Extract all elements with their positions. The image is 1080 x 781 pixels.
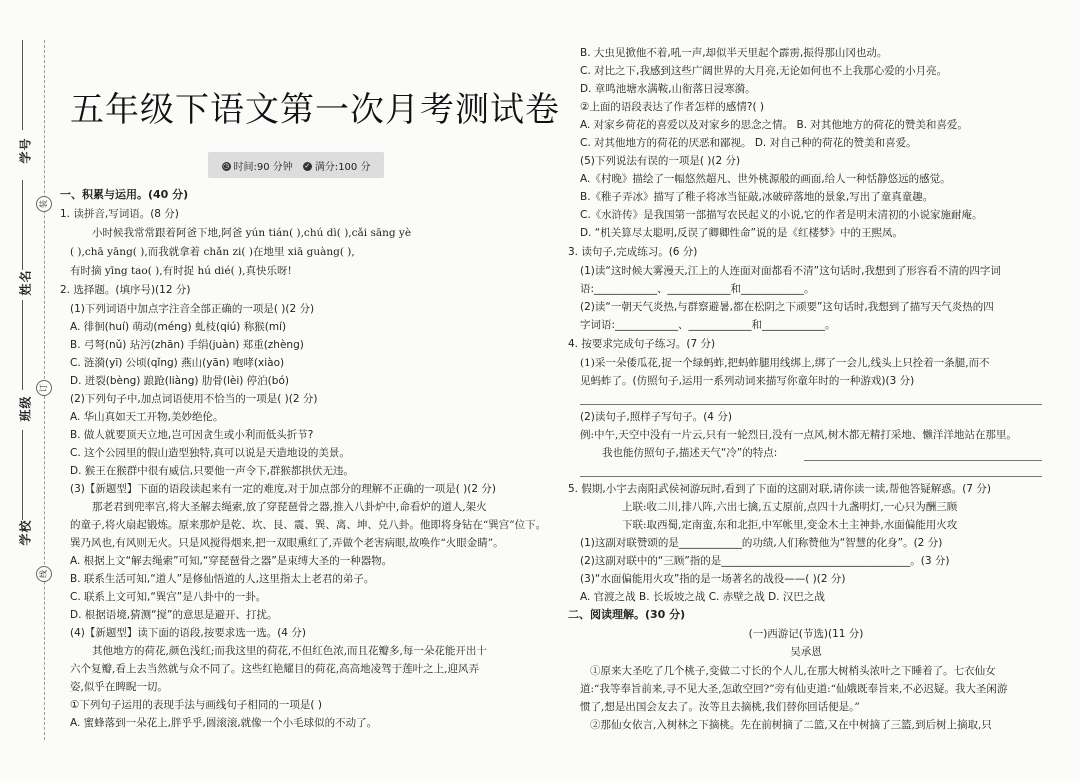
question-4-1-line-2: 见蚂蚱了。(仿照句子,运用一系列动词来描写你童年时的一种游戏)(3 分) — [580, 375, 915, 387]
margin-label-school: 学校 — [18, 519, 33, 546]
passage-3-line-3: 巽乃风也,有风则无火。只是风搅得烟来,把一双眼熏红了,弄做个老害病眼,故唤作“火眼金睛”。 — [70, 537, 504, 549]
exam-info-bar — [208, 152, 384, 178]
question-2-5-option-c: C.《水浒传》是我国第一部描写农民起义的小说,它的作者是明末清初的小说家施耐庵。 — [580, 209, 983, 221]
question-4-2-prompt: 我也能仿照句子,描述天气“冷”的特点: — [602, 447, 778, 459]
question-2-5-option-a: A.《村晚》描绘了一幅悠然超凡、世外桃源般的画面,给人一种恬静悠远的感觉。 — [580, 173, 951, 185]
binding-margin — [0, 0, 48, 781]
question-2-1-option-b: B. 弓弩(nǔ) 玷污(zhān) 手绢(juàn) 郑重(zhèng) — [70, 339, 304, 351]
question-4-1-line-1: (1)采一朵倭瓜花,捉一个绿蚂蚱,把蚂蚱腿用线绑上,绑了一会儿,线头上只拴着一条腿,而不 — [580, 357, 990, 369]
question-1-line-2: ( ),chā yāng( ),而我就拿着 chǎn zi( )在地里 xiā guàng( ), — [70, 246, 355, 258]
reading-1-title: (一)西游记(节选)(11 分) — [748, 628, 864, 640]
time-value: 90 分钟 — [256, 161, 293, 173]
passage-3-line-1: 那老君到兜率宫,将大圣解去绳索,放了穿琵琶骨之器,推入八卦炉中,命看炉的道人,架火 — [92, 501, 487, 513]
passage-4-line-1: 其他地方的荷花,颜色浅红;而我这里的荷花,不但红色浓,而且花瓣多,每一朵花能开出十 — [92, 645, 487, 657]
question-2-5-option-b: B.《稚子弄冰》描写了稚子将冰当钲敲,冰破碎落地的景象,写出了童真童趣。 — [580, 191, 934, 203]
couplet-lower: 下联:取西蜀,定南蛮,东和北拒,中军帐里,变金木土主神卦,水面偏能用火攻 — [622, 519, 958, 531]
margin-label-name: 姓名 — [18, 269, 33, 296]
question-2-4-stem: (4)【新题型】读下面的语段,按要求选一选。(4 分) — [70, 627, 306, 639]
question-2-3-option-d: D. 根据语境,猜测“搅”的意思是避开、打扰。 — [70, 609, 278, 621]
score-label: 满分: — [314, 161, 339, 173]
score-value: 100 分 — [338, 161, 371, 173]
right-option-b: B. 大虫见掀他不着,吼一声,却似半天里起个霹雳,振得那山冈也动。 — [580, 47, 888, 59]
question-2-3-stem: (3)【新题型】下面的语段读起来有一定的难度,对于加点部分的理解不正确的一项是( )(2 分) — [70, 483, 496, 495]
question-4-2-example: 例:中午,天空中没有一片云,只有一轮烈日,没有一点风,树木都无精打采地、懒洋洋地站在那里。 — [580, 429, 1017, 441]
reading-1-para-1-line-2: 道:“我等奉旨前来,寻不见大圣,怎敢空回?”旁有仙吏道:“仙娥既奉旨来,不必迟疑。我大圣闲游 — [580, 683, 1008, 695]
clock-icon: ◷ — [222, 162, 230, 170]
question-5-3-options: A. 官渡之战 B. 长坂坡之战 C. 赤壁之战 D. 汉巴之战 — [580, 591, 825, 603]
couplet-upper: 上联:收二川,排八阵,六出七擒,五丈原前,点四十九盏明灯,一心只为酬三顾 — [622, 501, 958, 513]
question-2-4-sub-1-option-a: A. 蜜蜂落到一朵花上,胖乎乎,圆滚滚,就像一个小毛球似的不动了。 — [70, 717, 378, 729]
question-2-5-stem: (5)下列说法有误的一项是( )(2 分) — [580, 155, 741, 167]
question-5-3: (3)“水面偏能用火攻”指的是一场著名的战役——( )(2 分) — [580, 573, 846, 585]
question-2-1-option-c: C. 涟漪(yī) 公顷(qǐng) 燕山(yān) 咆哮(xiào) — [70, 357, 285, 369]
question-2-3-option-c: C. 联系上文可知,“巽宫”是八卦中的一卦。 — [70, 591, 267, 603]
question-3-2-line-2: 字词语:____________、____________和____________。 — [580, 319, 836, 331]
question-5-1: (1)这副对联赞颂的是____________的功绩,人们称赞他为“智慧的化身”。(2 分) — [580, 537, 943, 549]
question-2-4-sub-2-options-cd: C. 对其他地方的荷花的厌恶和鄙视。 D. 对自己种的荷花的赞美和喜爱。 — [580, 137, 917, 149]
question-2-2-option-a: A. 华山真如天工开物,美妙绝伦。 — [70, 411, 224, 423]
time-label: 时间: — [233, 161, 257, 173]
passage-4-line-2: 六个复瓣,看上去当然就与众不同了。这些红艳耀目的荷花,高高地凌驾于莲叶之上,迎风弄 — [70, 663, 480, 675]
margin-label-class: 班级 — [18, 395, 33, 422]
question-2-3-option-b: B. 联系生活可知,“道人”是修仙悟道的人,这里指太上老君的弟子。 — [70, 573, 375, 585]
reading-1-para-1-line-3: 惯了,想是出国会友去了。汝等且去摘桃,我们替你回话便是。” — [580, 701, 860, 713]
answer-line-4-2a — [804, 460, 1042, 461]
margin-label-student-id: 学号 — [18, 137, 33, 164]
question-3-1-line-1: (1)读“这时候大雾漫天,江上的人连面对面都看不清”这句话时,我想到了形容看不清的四字词 — [580, 265, 1001, 277]
reading-1-para-1-line-1: ①原来大圣吃了几个桃子,变做二寸长的个人儿,在那大树梢头浓叶之下睡着了。七衣仙女 — [590, 665, 996, 677]
question-2-2-option-d: D. 猴王在猴群中很有威信,只要他一声令下,群猴都拱伏无违。 — [70, 465, 354, 477]
seal-mark-3: 线 — [36, 566, 52, 582]
question-3-title: 3. 读句子,完成练习。(6 分) — [568, 246, 698, 258]
answer-line-4-1 — [580, 404, 1042, 405]
passage-4-line-3: 姿,似乎在睥睨一切。 — [70, 681, 168, 693]
name-underline — [22, 180, 23, 270]
question-2-4-sub-2: ②上面的语段表达了作者怎样的感情?( ) — [580, 101, 765, 113]
class-underline — [22, 300, 23, 390]
question-2-4-sub-2-options-ab: A. 对家乡荷花的喜爱以及对家乡的思念之情。 B. 对其他地方的荷花的赞美和喜爱。 — [580, 119, 968, 131]
seal-mark-1: 装 — [36, 196, 52, 212]
question-2-4-sub-1: ①下列句子运用的表现手法与画线句子相同的一项是( ) — [70, 699, 322, 711]
question-5-title: 5. 假期,小宇去南阳武侯祠游玩时,看到了下面的这副对联,请你读一读,帮他答疑解惑。(7 分) — [568, 483, 991, 495]
reading-1-para-2-line-1: ②那仙女依言,入树林之下摘桃。先在前树摘了二篮,又在中树摘了三篮,到后树上摘取,只 — [590, 719, 992, 731]
right-option-d: D. 章鸣池塘水满鞍,山衔落日浸寒漪。 — [580, 83, 756, 95]
score-info — [303, 158, 371, 173]
answer-line-4-2b — [580, 476, 1042, 477]
question-2-1-stem: (1)下列词语中加点字注音全部正确的一项是( )(2 分) — [70, 303, 315, 315]
question-2-2-option-c: C. 这个公园里的假山造型独特,真可以说是天造地设的美景。 — [70, 447, 350, 459]
school-underline — [22, 430, 23, 520]
question-1-line-3: 有时摘 yīng tao( ),有时捉 hú dié( ),真快乐呀! — [70, 265, 292, 277]
question-2-1-option-a: A. 徘徊(huí) 萌动(méng) 虬枝(qiú) 称猴(mí) — [70, 321, 287, 333]
question-2-2-option-b: B. 做人就要顶天立地,岂可因贪生或小利而低头折节? — [70, 429, 314, 441]
question-5-2: (2)这副对联中的“三顾”指的是____________________________________。(3 分) — [580, 555, 950, 567]
question-2-5-option-d: D. “机关算尽太聪明,反误了卿卿性命”说的是《红楼梦》中的王熙凤。 — [580, 227, 903, 239]
question-2-1-option-d: D. 迸裂(bèng) 踉跄(liàng) 肋骨(lèi) 停泊(bó) — [70, 375, 289, 387]
question-1-title: 1. 读拼音,写词语。(8 分) — [60, 208, 179, 220]
question-3-1-line-2: 语:____________、____________和____________。 — [580, 283, 815, 295]
question-4-2-stem: (2)读句子,照样子写句子。(4 分) — [580, 411, 732, 423]
question-1-line-1: 小时候我常常跟着阿爸下地,阿爸 yún tián( ),chú dì( ),cǎi sāng yè — [92, 227, 412, 239]
student-id-underline — [22, 40, 23, 130]
check-icon: ✓ — [304, 162, 311, 170]
section-heading-2: 二、阅读理解。(30 分) — [568, 608, 686, 621]
seal-mark-2: 订 — [36, 380, 52, 396]
question-2-2-stem: (2)下列句子中,加点词语使用不恰当的一项是( )(2 分) — [70, 393, 318, 405]
question-2-title: 2. 选择题。(填序号)(12 分) — [60, 284, 191, 296]
question-2-3-option-a: A. 根据上文“解去绳索”可知,“穿琵琶骨之器”是束缚大圣的一种器物。 — [70, 555, 393, 567]
passage-3-line-2: 的童子,将火扇起锻炼。原来那炉是乾、坎、艮、震、巽、离、坤、兑八卦。他即将身钻在“巽宫”位下。 — [70, 519, 547, 531]
question-3-2-line-1: (2)读“一朝天气炎热,与群察避暑,都在松阴之下顽要”这句话时,我想到了描写天气炎热的四 — [580, 301, 994, 313]
exam-title: 五年级下语文第一次月考测试卷 — [70, 90, 560, 130]
question-4-title: 4. 按要求完成句子练习。(7 分) — [568, 338, 716, 350]
right-option-c: C. 对比之下,我感到这些广阔世界的大月亮,无论如何也不上我那心爱的小月亮。 — [580, 65, 948, 77]
reading-1-author: 吴承恩 — [790, 646, 822, 658]
time-info — [222, 158, 293, 173]
section-heading-1: 一、积累与运用。(40 分) — [60, 188, 189, 201]
